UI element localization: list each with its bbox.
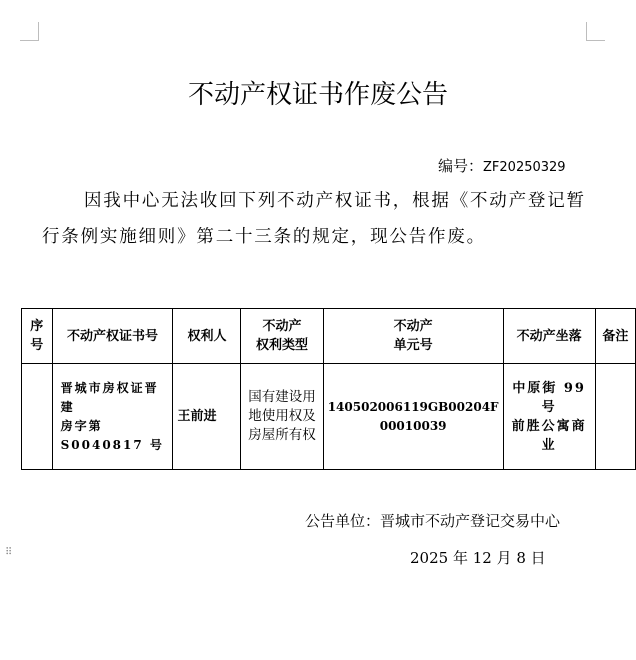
cell-unit-no: 140502006119GB00204F 00010039: [323, 364, 503, 470]
document-title: 不动产权证书作废公告: [187, 80, 448, 110]
header-unit-no: 不动产 单元号: [323, 309, 503, 364]
voided-certificates-table: [21, 308, 636, 470]
cell-right-type: 国有建设用 地使用权及 房屋所有权: [241, 364, 323, 470]
cell-location: 中原街 99 号 前胜公寓商业: [503, 364, 595, 470]
header-remarks: 备注: [595, 309, 635, 364]
issuer-label: 公告单位：: [305, 512, 381, 530]
table-header-row: [22, 309, 636, 364]
document-number-label: 编号：: [438, 157, 484, 175]
table-row: [22, 364, 636, 470]
notice-date: 2025 年 12 月 8 日: [410, 549, 546, 567]
cell-certificate-no: 晋城市房权证晋建 房字第 S0040817 号: [52, 364, 173, 470]
header-certificate-no: 不动产权证书号: [52, 309, 173, 364]
notice-paragraph: [42, 183, 602, 255]
issuer-name: 晋城市不动产登记交易中心: [380, 512, 561, 530]
cell-remarks: [595, 364, 635, 470]
header-location: 不动产坐落: [503, 309, 595, 364]
page-corner-mark-top-left: [20, 22, 39, 41]
cell-holder: 王前进: [173, 364, 241, 470]
cell-index: [22, 364, 53, 470]
drag-handle-icon[interactable]: ⠿: [5, 547, 14, 558]
header-index: 序 号: [22, 309, 53, 364]
page-corner-mark-top-right: [586, 22, 605, 41]
issuer-line: [305, 510, 560, 531]
header-holder: 权利人: [173, 309, 241, 364]
document-number-value: ZF20250329: [483, 160, 566, 175]
header-right-type: 不动产 权利类型: [241, 309, 323, 364]
notice-paragraph-text: 因我中心无法收回下列不动产权证书，根据《不动产登记暂行条例实施细则》第二十三条的规定，现公告作废。: [42, 191, 586, 247]
document-number: [438, 155, 566, 176]
